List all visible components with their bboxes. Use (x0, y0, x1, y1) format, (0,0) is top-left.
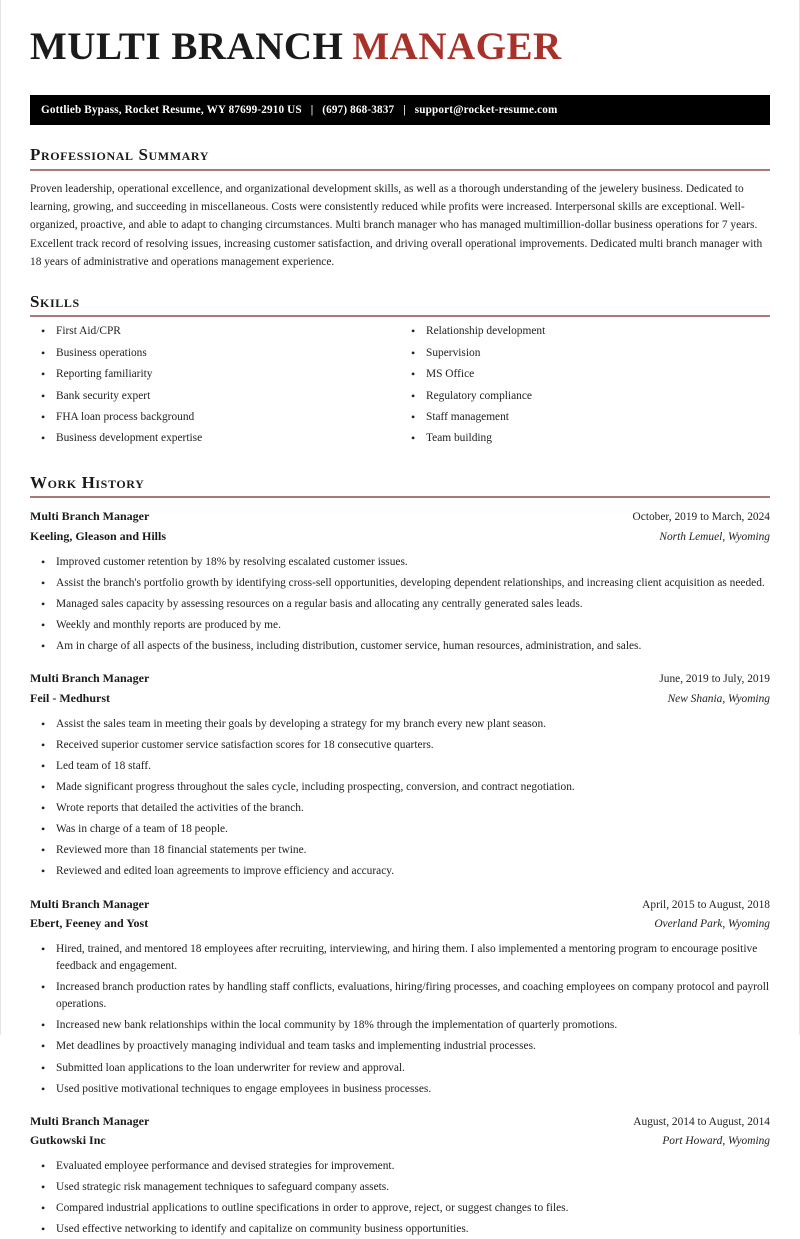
section-work-history (30, 473, 770, 1239)
list-item: • Received superior customer service satisfaction scores for 18 consecutive quarters. (30, 737, 770, 754)
list-item: • Used strategic risk management techniques to safeguard company assets. (30, 1179, 770, 1196)
job-location: North Lemuel, Wyoming (659, 531, 770, 544)
skills-column-right (400, 326, 770, 454)
section-professional-summary (30, 145, 770, 272)
skills-column-left (30, 326, 400, 454)
list-item: • Increased new bank relationships within the local community by 18% through the implementation of quarterly promotions. (30, 1017, 770, 1034)
list-item: • Team building (400, 433, 770, 444)
list-item: • Used positive motivational techniques to engage employees in business processes. (30, 1081, 770, 1098)
job-location: Port Howard, Wyoming (662, 1135, 770, 1148)
list-item: • Assist the sales team in meeting their goals by developing a strategy for my branch every new plant season. (30, 716, 770, 733)
contact-phone: (697) 868-3837 (322, 104, 395, 116)
section-title-skills: Skills (30, 291, 80, 311)
resume-name-header (30, 0, 770, 75)
work-entry (30, 1112, 770, 1239)
list-item: • Compared industrial applications to outline specifications in order to approve, reject, or suggest changes to files. (30, 1200, 770, 1217)
work-entry-title-row (30, 669, 770, 689)
job-title: Multi Branch Manager (30, 896, 150, 911)
job-company: Ebert, Feeney and Yost (30, 916, 149, 931)
job-company: Gutkowski Inc (30, 1133, 106, 1148)
name-last-part: MANAGER (352, 25, 562, 68)
work-entry (30, 669, 770, 880)
list-item: • Supervision (400, 348, 770, 359)
job-bullet-list (30, 941, 770, 1098)
list-item: • Managed sales capacity by assessing resources on a regular basis and allocating any centrally generated sales leads. (30, 596, 770, 613)
section-title-work-history: Work History (30, 472, 145, 492)
job-dates: April, 2015 to August, 2018 (642, 898, 770, 911)
job-bullet-list (30, 716, 770, 881)
list-item: • Hired, trained, and mentored 18 employees after recruiting, interviewing, and hiring them. I also implemented a mentoring program to encourage positive feedback and engagement. (30, 941, 770, 975)
section-divider-skills (30, 315, 770, 317)
section-divider-work-history (30, 496, 770, 498)
job-dates: August, 2014 to August, 2014 (633, 1115, 770, 1128)
job-bullet-list (30, 554, 770, 656)
job-title: Multi Branch Manager (30, 671, 150, 686)
list-item: • Staff management (400, 412, 770, 423)
list-item: • Weekly and monthly reports are produced by me. (30, 617, 770, 634)
work-entry-title-row (30, 507, 770, 527)
list-item: • Met deadlines by proactively managing individual and team tasks and implementing industrial processes. (30, 1038, 770, 1055)
list-item: • Increased branch production rates by handling staff conflicts, evaluations, hiring/firing processes, and coaching employees on company protocol and payroll operations. (30, 979, 770, 1013)
job-title: Multi Branch Manager (30, 1113, 150, 1128)
list-item: • MS Office (400, 369, 770, 380)
list-item: • Submitted loan applications to the loan underwriter for review and approval. (30, 1060, 770, 1077)
skills-columns (30, 326, 770, 454)
job-bullet-list (30, 1158, 770, 1238)
list-item: • Led team of 18 staff. (30, 758, 770, 775)
work-entry-company-row (30, 914, 770, 934)
section-title-summary: Professional Summary (30, 145, 210, 164)
list-item: • Made significant progress throughout the sales cycle, including prospecting, conversion, and contract negotiation. (30, 779, 770, 796)
contact-bar (30, 95, 770, 125)
job-company: Keeling, Gleason and Hills (30, 529, 167, 544)
list-item: • Business development expertise (30, 433, 400, 444)
list-item: • Am in charge of all aspects of the business, including distribution, customer service, human resources, administration, and sales. (30, 638, 770, 655)
work-entry-title-row (30, 895, 770, 915)
name-first-part: MULTI BRANCH (30, 25, 344, 68)
list-item: • Business operations (30, 348, 400, 359)
work-entry (30, 895, 770, 1098)
list-item: • Improved customer retention by 18% by resolving escalated customer issues. (30, 554, 770, 571)
job-dates: October, 2019 to March, 2024 (632, 511, 770, 524)
summary-paragraph: Proven leadership, operational excellence, and organizational development skills, as well as a thorough understanding of the jewelery business. Dedicated to learning, growing, and succeeding in miscellaneous. Costs were consistently reduced while profits were increased. Interpersonal skills are exceptional. Well-organized, proactive, and able to adapt to changing circumstances. Multi branch manager who has managed multimillion-dollar business operations for 7 years. Excellent track record of resolving issues, increasing customer satisfaction, and driving overall operational improvements. Dedicated multi branch manager with 18 years of administrative and operations management experience. (30, 182, 763, 269)
contact-separator-1: | (310, 104, 314, 116)
list-item: • First Aid/CPR (30, 326, 400, 337)
contact-email: support@rocket-resume.com (414, 104, 558, 116)
work-entry (30, 507, 770, 655)
list-item: • Was in charge of a team of 18 people. (30, 821, 770, 838)
list-item: • Used effective networking to identify and capitalize on community business opportunities. (30, 1221, 770, 1238)
skills-list-right (400, 326, 770, 444)
list-item: • FHA loan process background (30, 412, 400, 423)
contact-separator-2: | (403, 104, 406, 116)
list-item: • Wrote reports that detailed the activities of the branch. (30, 800, 770, 817)
work-entry-title-row (30, 1112, 770, 1132)
list-item: • Reviewed and edited loan agreements to improve efficiency and accuracy. (30, 863, 770, 880)
list-item: • Evaluated employee performance and devised strategies for improvement. (30, 1158, 770, 1175)
list-item: • Reviewed more than 18 financial statements per twine. (30, 842, 770, 859)
work-entry-company-row (30, 527, 770, 547)
contact-address: Gottlieb Bypass, Rocket Resume, WY 87699-2910 US (41, 104, 302, 116)
job-location: New Shania, Wyoming (667, 692, 770, 705)
skills-list-left (30, 326, 400, 444)
job-location: Overland Park, Wyoming (654, 918, 770, 931)
work-entry-company-row (30, 689, 770, 709)
job-company: Feil - Medhurst (30, 690, 110, 705)
list-item: • Reporting familiarity (30, 369, 400, 380)
work-entry-company-row (30, 1131, 770, 1151)
section-divider-summary (30, 169, 770, 171)
list-item: • Assist the branch's portfolio growth by identifying cross-sell opportunities, developing dependent relationships, and increasing client acquisition as needed. (30, 575, 770, 592)
section-skills (30, 292, 770, 455)
list-item: • Relationship development (400, 326, 770, 337)
job-title: Multi Branch Manager (30, 509, 150, 524)
job-dates: June, 2019 to July, 2019 (659, 673, 770, 686)
list-item: • Regulatory compliance (400, 391, 770, 402)
list-item: • Bank security expert (30, 391, 400, 402)
